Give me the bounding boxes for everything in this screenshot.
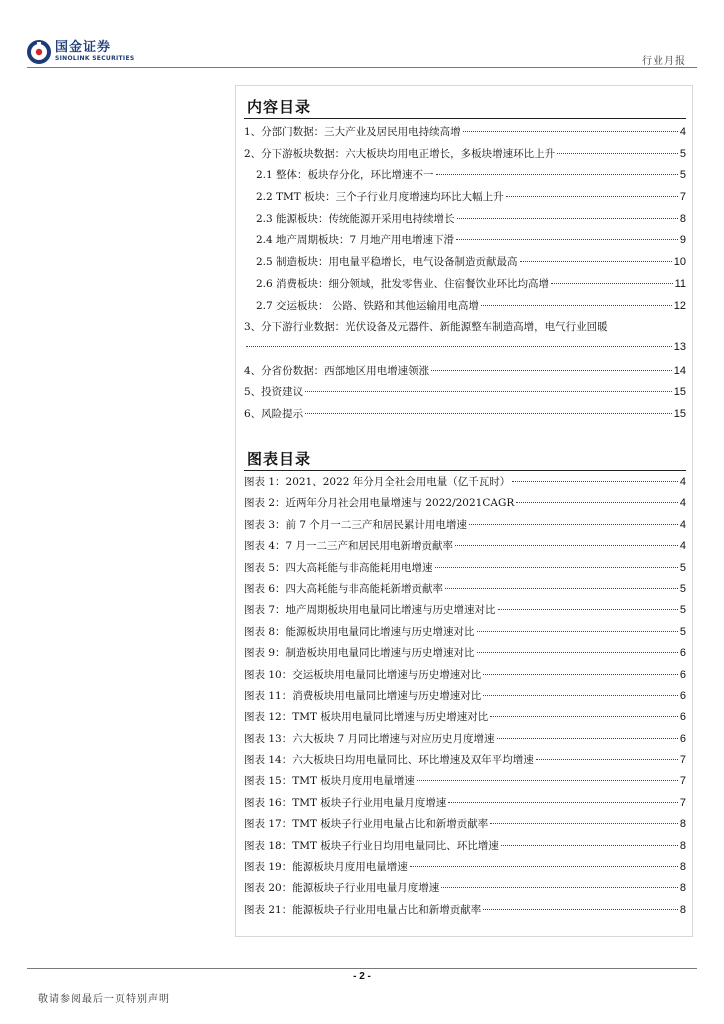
entry-page-number: 5	[679, 582, 686, 595]
dot-leader	[456, 239, 678, 240]
entry-page-number: 8	[679, 839, 686, 852]
entry-page-number: 15	[673, 407, 686, 420]
entry-label: 图表 19：能源板块月度用电量增速	[244, 861, 408, 874]
entry-page-number: 6	[679, 711, 686, 724]
dot-leader	[448, 802, 678, 803]
entry-label: 2.1 整体：板块存分化，环比增速不一	[256, 169, 434, 182]
chart-entry[interactable]	[244, 731, 686, 752]
dot-leader	[463, 131, 678, 132]
chart-entry[interactable]	[244, 474, 686, 495]
entry-label: 2.7 交运板块： 公路、铁路和其他运输用电高增	[256, 299, 479, 312]
dot-leader	[305, 391, 672, 392]
entry-label: 图表 17：TMT 板块子行业用电量占比和新增贡献率	[244, 818, 489, 831]
chart-entry[interactable]	[244, 752, 686, 773]
entry-label: 2、分下游板块数据：六大板块均用电正增长，多板块增速环比上升	[244, 147, 556, 160]
entry-label: 2.3 能源板块：传统能源开采用电持续增长	[256, 212, 455, 225]
entry-page-number: 15	[673, 386, 686, 399]
toc-entry[interactable]	[244, 146, 686, 168]
toc-entry-continuation[interactable]	[244, 341, 686, 363]
entry-page-number: 5	[679, 169, 686, 182]
page-header	[0, 0, 724, 70]
dot-leader	[435, 567, 678, 568]
dot-leader	[481, 305, 672, 306]
chart-entry[interactable]	[244, 902, 686, 923]
entry-label: 图表 2：近两年分月社会用电量增速与 2022/2021CAGR	[244, 497, 515, 510]
entry-page-number: 6	[679, 668, 686, 681]
entry-label: 图表 11：消费板块用电量同比增速与历史增速对比	[244, 689, 482, 702]
dot-leader	[246, 346, 672, 347]
brand-name-en: SINOLINK SECURITIES	[55, 55, 135, 62]
charts-title: 图表目录	[247, 450, 312, 468]
entry-label: 图表 14：六大板块日均用电量同比、环比增速及双年平均增速	[244, 754, 534, 767]
entry-page-number: 7	[679, 754, 686, 767]
footer-divider	[27, 968, 697, 969]
dot-leader	[305, 413, 672, 414]
dot-leader	[417, 780, 678, 781]
dot-leader	[410, 866, 678, 867]
entry-page-number: 6	[679, 732, 686, 745]
entry-page-number: 7	[679, 191, 686, 204]
entry-page-number: 11	[674, 277, 686, 290]
toc-entry[interactable]	[244, 124, 686, 146]
report-type: 行业月报	[642, 56, 686, 67]
dot-leader	[441, 887, 678, 888]
entry-label: 图表 3：前 7 个月一二三产和居民累计用电增速	[244, 518, 467, 531]
chart-entry[interactable]	[244, 667, 686, 688]
dot-leader	[551, 283, 673, 284]
dot-leader	[436, 174, 678, 175]
dot-leader	[512, 481, 678, 482]
dot-leader	[445, 588, 678, 589]
entry-page-number: 5	[679, 147, 686, 160]
toc-entry[interactable]	[244, 211, 686, 233]
toc-entry[interactable]	[244, 167, 686, 189]
entry-page-number: 5	[679, 604, 686, 617]
toc-entry[interactable]	[244, 276, 686, 298]
charts-list	[244, 474, 686, 923]
toc-entry[interactable]	[244, 232, 686, 254]
entry-page-number: 6	[679, 689, 686, 702]
entry-label: 2.2 TMT 板块：三个子行业月度增速均环比大幅上升	[256, 191, 504, 204]
entry-page-number: 12	[673, 299, 686, 312]
entry-label: 图表 8：能源板块用电量同比增速与历史增速对比	[244, 625, 475, 638]
entry-label: 图表 1：2021、2022 年分月全社会用电量（亿千瓦时）	[244, 476, 511, 488]
entry-page-number: 14	[673, 364, 686, 377]
chart-entry[interactable]	[244, 773, 686, 794]
entry-page-number: 8	[679, 882, 686, 895]
contents-list	[244, 124, 686, 428]
chart-entry[interactable]	[244, 880, 686, 901]
entry-page-number: 8	[679, 212, 686, 225]
sinolink-logo-icon	[27, 40, 51, 64]
page-number: - 2 -	[353, 971, 371, 982]
entry-page-number: 4	[679, 518, 686, 531]
entry-page-number: 4	[679, 476, 686, 488]
entry-page-number: 4	[679, 126, 686, 138]
dot-leader	[506, 196, 678, 197]
entry-label: 2.4 地产周期板块：7 月地产用电增速下滑	[256, 234, 455, 247]
toc-entry[interactable]	[244, 298, 686, 320]
dot-leader	[501, 845, 678, 846]
chart-entry[interactable]	[244, 688, 686, 709]
entry-page-number: 6	[679, 647, 686, 660]
dot-leader	[498, 609, 678, 610]
dot-leader	[483, 909, 678, 910]
contents-title: 内容目录	[247, 98, 312, 116]
entry-label: 图表 7：地产周期板块用电量同比增速与历史增速对比	[244, 604, 496, 617]
entry-page-number: 5	[679, 561, 686, 574]
charts-title-rule	[244, 470, 686, 471]
entry-label: 图表 12：TMT 板块用电量同比增速与历史增速对比	[244, 711, 489, 724]
entry-label: 4、分省份数据：西部地区用电增速领涨	[244, 364, 430, 377]
footer-disclaimer: 敬请参阅最后一页特别声明	[38, 994, 170, 1005]
dot-leader	[469, 524, 678, 525]
entry-page-number: 4	[679, 540, 686, 553]
entry-label: 图表 15：TMT 板块月度用电量增速	[244, 775, 415, 788]
dot-leader	[516, 502, 678, 503]
dot-leader	[557, 153, 678, 154]
chart-entry[interactable]	[244, 859, 686, 880]
entry-label: 图表 20：能源板块子行业用电量月度增速	[244, 882, 440, 895]
dot-leader	[431, 370, 672, 371]
entry-label: 1、分部门数据：三大产业及居民用电持续高增	[244, 126, 461, 138]
chart-entry[interactable]	[244, 538, 686, 559]
entry-label: 图表 5：四大高耗能与非高能耗用电增速	[244, 561, 433, 574]
dot-leader	[457, 218, 678, 219]
toc-entry[interactable]	[244, 319, 686, 341]
chart-entry[interactable]	[244, 795, 686, 816]
entry-label: 图表 21：能源板块子行业用电量占比和新增贡献率	[244, 903, 482, 916]
chart-entry[interactable]	[244, 517, 686, 538]
chart-entry[interactable]	[244, 581, 686, 602]
entry-page-number: 7	[679, 796, 686, 809]
entry-label: 2.6 消费板块：细分领域，批发零售业、住宿餐饮业环比均高增	[256, 277, 550, 290]
chart-entry[interactable]	[244, 838, 686, 859]
dot-leader	[490, 716, 678, 717]
dot-leader	[455, 545, 678, 546]
entry-page-number: 10	[673, 256, 686, 269]
chart-entry[interactable]	[244, 495, 686, 516]
chart-entry[interactable]	[244, 645, 686, 666]
header-divider	[27, 67, 697, 68]
entry-label: 图表 9：制造板块用电量同比增速与历史增速对比	[244, 647, 475, 660]
chart-entry[interactable]	[244, 602, 686, 623]
chart-entry[interactable]	[244, 816, 686, 837]
dot-leader	[483, 674, 678, 675]
entry-label: 图表 16：TMT 板块子行业用电量月度增速	[244, 796, 447, 809]
entry-page-number: 5	[679, 625, 686, 638]
toc-entry[interactable]	[244, 406, 686, 428]
entry-page-number: 8	[679, 818, 686, 831]
toc-entry[interactable]	[244, 384, 686, 406]
dot-leader	[477, 652, 678, 653]
dot-leader	[483, 695, 678, 696]
dot-leader	[490, 823, 678, 824]
toc-entry[interactable]	[244, 254, 686, 276]
brand-logo	[27, 40, 134, 64]
entry-label: 6、风险提示	[244, 407, 304, 420]
dot-leader	[477, 631, 678, 632]
entry-label: 图表 13：六大板块 7 月同比增速与对应历史月度增速	[244, 732, 495, 745]
entry-page-number: 4	[679, 497, 686, 510]
dot-leader	[536, 759, 678, 760]
entry-label: 图表 10：交运板块用电量同比增速与历史增速对比	[244, 668, 482, 681]
entry-page-number: 8	[679, 903, 686, 916]
entry-page-number: 8	[679, 861, 686, 874]
entry-page-number: 9	[679, 234, 686, 247]
entry-page-number: 13	[673, 340, 686, 353]
entry-label: 图表 4：7 月一二三产和居民用电新增贡献率	[244, 540, 454, 553]
chart-entry[interactable]	[244, 709, 686, 730]
chart-entry[interactable]	[244, 624, 686, 645]
contents-title-rule	[244, 118, 686, 119]
entry-page-number: 7	[679, 775, 686, 788]
entry-label: 2.5 制造板块：用电量平稳增长，电气设备制造贡献最高	[256, 256, 518, 269]
dot-leader	[497, 738, 678, 739]
chart-entry[interactable]	[244, 560, 686, 581]
brand-name-cn: 国金证券	[55, 40, 112, 55]
toc-entry[interactable]	[244, 189, 686, 211]
entry-label: 图表 18：TMT 板块子行业日均用电量同比、环比增速	[244, 839, 499, 852]
entry-label: 3、分下游行业数据：光伏设备及元器件、新能源整车制造高增，电气行业回暖	[244, 321, 608, 334]
entry-label: 5、投资建议	[244, 386, 304, 399]
toc-entry[interactable]	[244, 363, 686, 385]
entry-label: 图表 6：四大高耗能与非高能耗新增贡献率	[244, 582, 444, 595]
dot-leader	[520, 261, 672, 262]
